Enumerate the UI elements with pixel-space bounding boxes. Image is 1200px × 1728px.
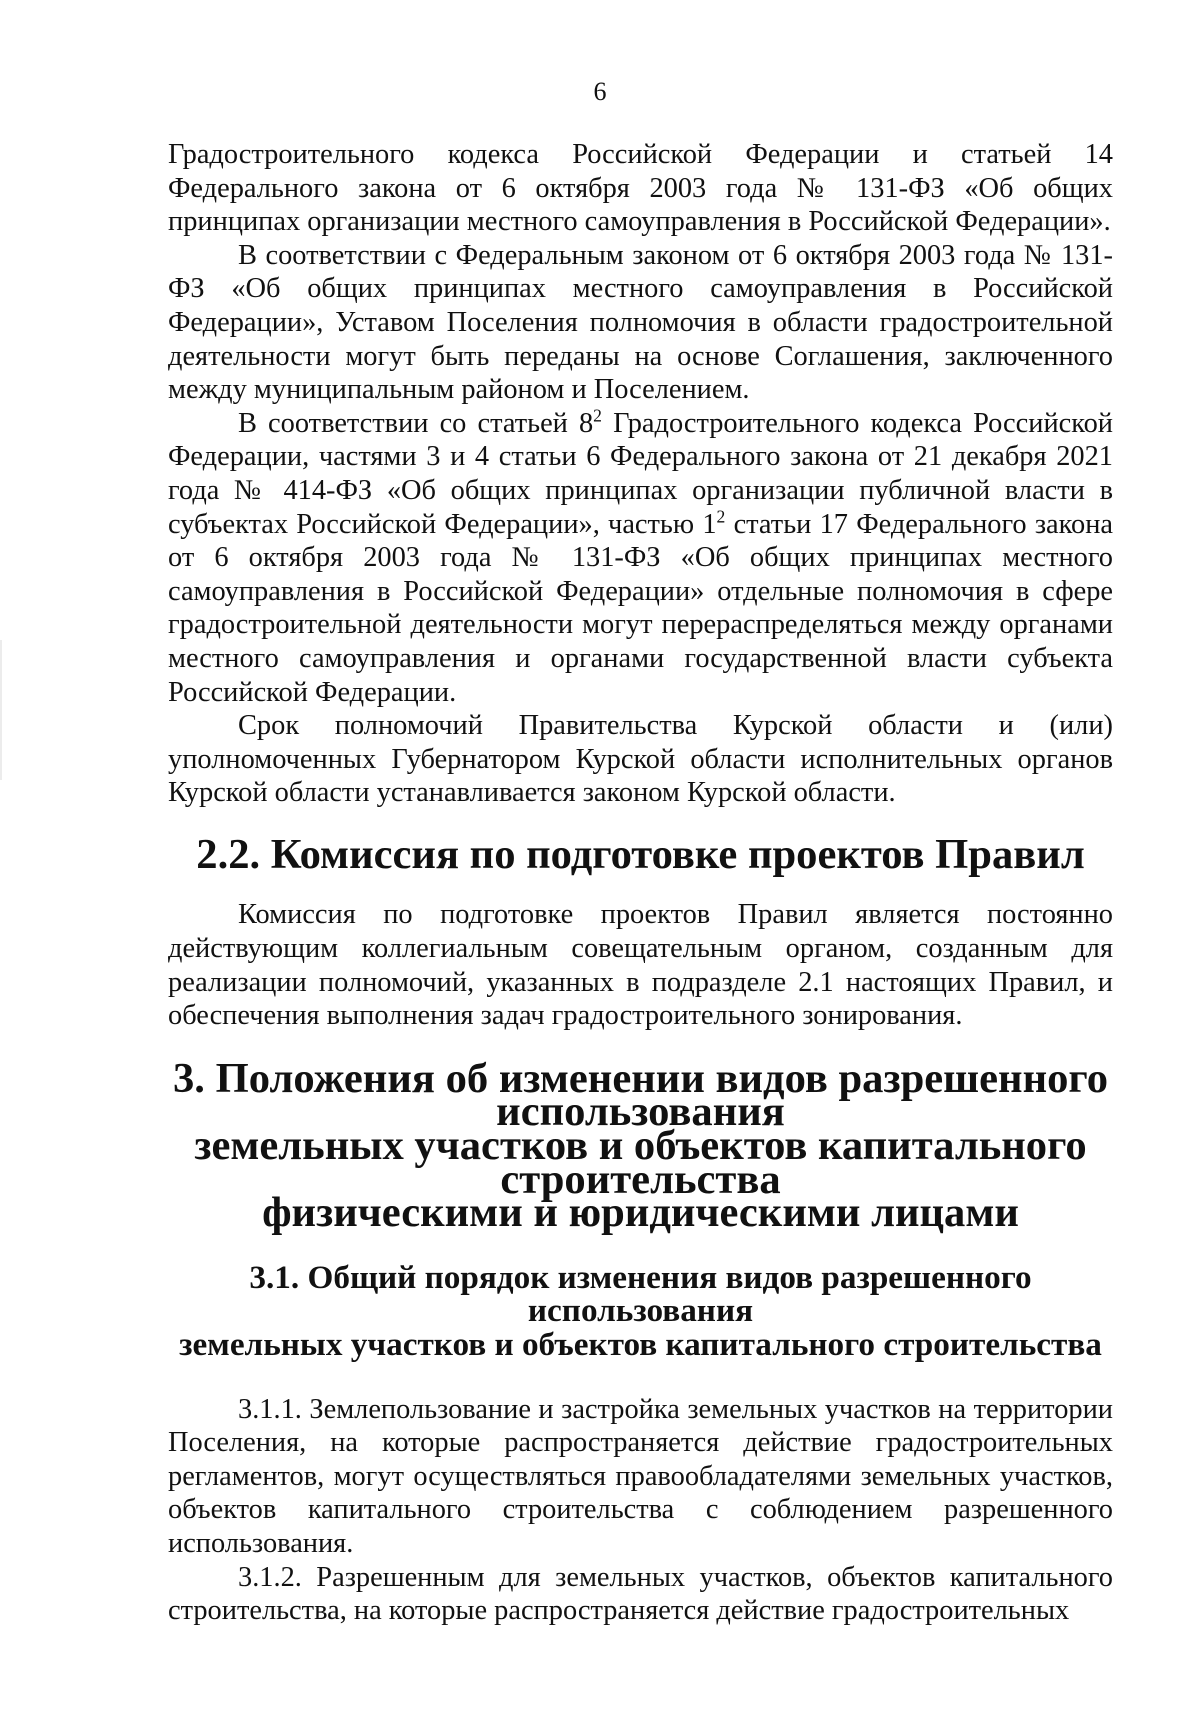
paragraph-redistribution <box>168 407 1113 709</box>
paragraph-term-of-powers: Срок полномочий Правительства Курской области и (или) уполномоченных Губернатором Курской области исполнительных органов Курской области устанавливается законом Курской области. <box>168 710 1113 809</box>
section-heading-3-1 <box>168 1258 1113 1363</box>
section-heading-3 <box>168 1054 1113 1237</box>
heading-line: физическими и юридическими лицами <box>262 1189 1019 1237</box>
section-heading-2-2: 2.2. Комиссия по подготовке проектов Правил <box>196 830 1085 878</box>
paragraph-text: Градостроительного кодекса Российской Федерации, частями 3 и 4 статьи 6 Федерального закона от 21 декабря 2021 года № 414-ФЗ «Об общих принципах организации публичной власти в субъектах Российской Федерации», частью 1 <box>168 407 1113 540</box>
paragraph-3-1-2: 3.1.2. Разрешенным для земельных участков, объектов капитального строительства, на которые распространяется действие градостроительных <box>168 1561 1113 1627</box>
document-body <box>168 138 1113 1628</box>
paragraph-commission: Комиссия по подготовке проектов Правил является постоянно действующим коллегиальным совещательным органом, созданным для реализации полномочий, указанных в подразделе 2.1 настоящих Правил, и обеспечения выполнения задач градостроительного зонирования. <box>168 899 1113 1032</box>
superscript: 2 <box>716 505 726 526</box>
heading-line: 3. Положения об изменении видов разрешенного использования <box>172 1054 1109 1136</box>
paragraph-3-1-1: 3.1.1. Землепользование и застройка земельных участков на территории Поселения, на которые распространяется действие градостроительных регламентов, могут осуществляться правообладателями земельных участков, объектов капитального строительства с соблюдением разрешенного использования. <box>168 1393 1113 1559</box>
paragraph-text: В соответствии со статьей 8 <box>238 407 594 439</box>
paragraph-text: статьи 17 Федерального закона от 6 октября 2003 года № 131-ФЗ «Об общих принципах местного самоуправления в Российской Федерации» отдельные полномочия в сфере градостроительной деятельности могут перераспределяться между органами местного самоуправления и органами государственной власти субъекта Российской Федерации. <box>168 508 1113 708</box>
paragraph-continuation: Градостроительного кодекса Российской Федерации и статьей 14 Федерального закона от 6 октября 2003 года № 131-ФЗ «Об общих принципах организации местного самоуправления в Российской Федерации». <box>168 139 1113 238</box>
heading-line: 3.1. Общий порядок изменения видов разрешенного использования <box>249 1258 1032 1330</box>
superscript: 2 <box>593 405 602 426</box>
heading-line: земельных участков и объектов капитального строительства <box>179 1326 1102 1363</box>
page-number: 6 <box>593 77 607 106</box>
heading-line: земельных участков и объектов капитального строительства <box>194 1122 1087 1203</box>
paragraph-federal-law-transfer: В соответствии с Федеральным законом от 6 октября 2003 года № 131-ФЗ «Об общих принципах местного самоуправления в Российской Федерации», Уставом Поселения полномочия в области градостроительной деятельности могут быть переданы на основе Соглашения, заключенного между муниципальным районом и Поселением. <box>168 239 1113 406</box>
